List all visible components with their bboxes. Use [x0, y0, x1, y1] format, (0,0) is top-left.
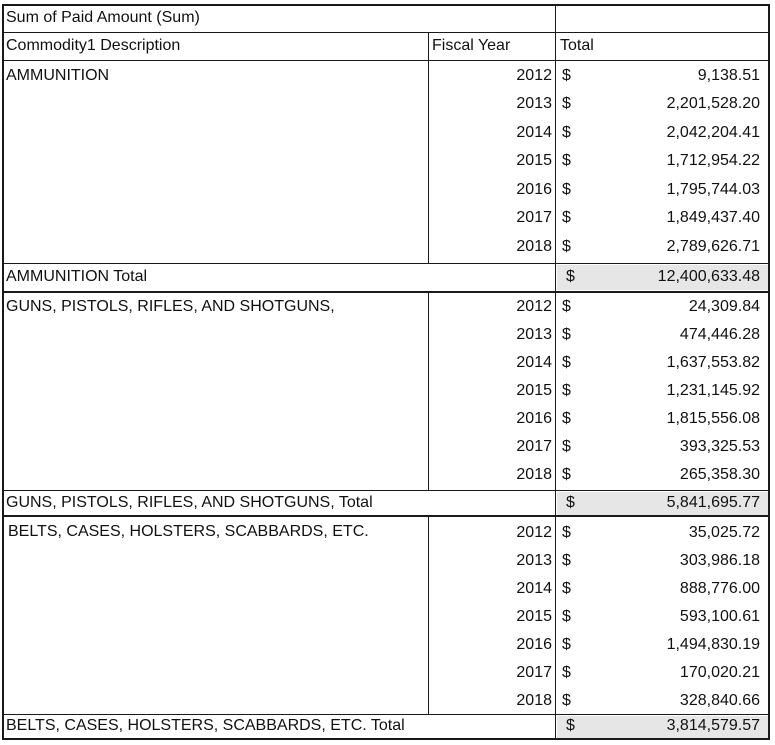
- currency-symbol: $: [562, 580, 571, 597]
- amount: 1,231,145.92: [666, 382, 760, 399]
- amount: 1,637,553.82: [666, 354, 760, 371]
- currency-symbol: $: [562, 636, 571, 653]
- fiscal-year: 2015: [516, 382, 552, 399]
- currency-symbol: $: [562, 181, 571, 198]
- fiscal-year: 2018: [516, 466, 552, 483]
- currency-symbol: $: [562, 209, 571, 226]
- column-header-description: Commodity1 Description: [6, 37, 181, 54]
- fiscal-year: 2013: [516, 95, 552, 112]
- amount: 170,020.21: [679, 664, 760, 681]
- amount: 2,789,626.71: [666, 238, 760, 255]
- currency-symbol: $: [562, 152, 571, 169]
- amount: 393,325.53: [679, 438, 760, 455]
- currency-symbol: $: [566, 494, 575, 511]
- fiscal-year: 2017: [516, 209, 552, 226]
- currency-symbol: $: [562, 692, 571, 709]
- amount: 1,494,830.19: [666, 636, 760, 653]
- currency-symbol: $: [562, 67, 571, 84]
- currency-symbol: $: [566, 268, 575, 285]
- total-column-divider: [555, 4, 556, 740]
- currency-symbol: $: [562, 466, 571, 483]
- currency-symbol: $: [562, 382, 571, 399]
- fiscal-year: 2016: [516, 636, 552, 653]
- currency-symbol: $: [566, 717, 575, 734]
- group-name: AMMUNITION: [6, 67, 110, 84]
- currency-symbol: $: [562, 552, 571, 569]
- group-total-value: 3,814,579.57: [666, 717, 760, 734]
- fiscal-year: 2016: [516, 181, 552, 198]
- group-total-value: 5,841,695.77: [666, 494, 760, 511]
- pivot-table: [2, 4, 770, 740]
- amount: 1,849,437.40: [666, 209, 760, 226]
- divider: [2, 515, 770, 517]
- value-header: Sum of Paid Amount (Sum): [6, 9, 200, 26]
- currency-symbol: $: [562, 410, 571, 427]
- amount: 303,986.18: [679, 552, 760, 569]
- amount: 1,815,556.08: [666, 410, 760, 427]
- amount: 1,795,744.03: [666, 181, 760, 198]
- year-column-divider: [428, 292, 429, 491]
- fiscal-year: 2012: [516, 298, 552, 315]
- fiscal-year: 2015: [516, 608, 552, 625]
- currency-symbol: $: [562, 438, 571, 455]
- fiscal-year: 2014: [516, 124, 552, 141]
- fiscal-year: 2018: [516, 238, 552, 255]
- currency-symbol: $: [562, 124, 571, 141]
- fiscal-year: 2014: [516, 580, 552, 597]
- amount: 474,446.28: [679, 326, 760, 343]
- fiscal-year: 2015: [516, 152, 552, 169]
- fiscal-year: 2013: [516, 552, 552, 569]
- amount: 2,201,528.20: [666, 95, 760, 112]
- currency-symbol: $: [562, 238, 571, 255]
- currency-symbol: $: [562, 95, 571, 112]
- currency-symbol: $: [562, 354, 571, 371]
- currency-symbol: $: [562, 664, 571, 681]
- fiscal-year: 2012: [516, 524, 552, 541]
- column-header-fiscal-year: Fiscal Year: [432, 37, 511, 54]
- group-name: BELTS, CASES, HOLSTERS, SCABBARDS, ETC.: [8, 523, 369, 540]
- fiscal-year: 2014: [516, 354, 552, 371]
- year-column-divider: [428, 516, 429, 714]
- fiscal-year: 2017: [516, 438, 552, 455]
- fiscal-year: 2017: [516, 664, 552, 681]
- fiscal-year: 2012: [516, 67, 552, 84]
- column-header-total: Total: [560, 37, 594, 54]
- amount: 888,776.00: [679, 580, 760, 597]
- currency-symbol: $: [562, 298, 571, 315]
- group-total-label: AMMUNITION Total: [6, 268, 148, 285]
- currency-symbol: $: [562, 524, 571, 541]
- fiscal-year: 2018: [516, 692, 552, 709]
- currency-symbol: $: [562, 326, 571, 343]
- amount: 1,712,954.22: [666, 152, 760, 169]
- amount: 35,025.72: [688, 524, 760, 541]
- group-total-value: 12,400,633.48: [657, 268, 760, 285]
- divider: [2, 60, 770, 61]
- year-column-divider: [428, 32, 429, 60]
- amount: 2,042,204.41: [666, 124, 760, 141]
- group-total-label: GUNS, PISTOLS, RIFLES, AND SHOTGUNS, Total: [6, 494, 373, 511]
- amount: 593,100.61: [679, 608, 760, 625]
- currency-symbol: $: [562, 608, 571, 625]
- amount: 265,358.30: [679, 466, 760, 483]
- amount: 9,138.51: [697, 67, 760, 84]
- amount: 328,840.66: [679, 692, 760, 709]
- fiscal-year: 2013: [516, 326, 552, 343]
- year-column-divider: [428, 60, 429, 263]
- amount: 24,309.84: [688, 298, 760, 315]
- fiscal-year: 2016: [516, 410, 552, 427]
- group-name: GUNS, PISTOLS, RIFLES, AND SHOTGUNS,: [6, 298, 335, 315]
- group-total-label: BELTS, CASES, HOLSTERS, SCABBARDS, ETC. Total: [6, 717, 405, 734]
